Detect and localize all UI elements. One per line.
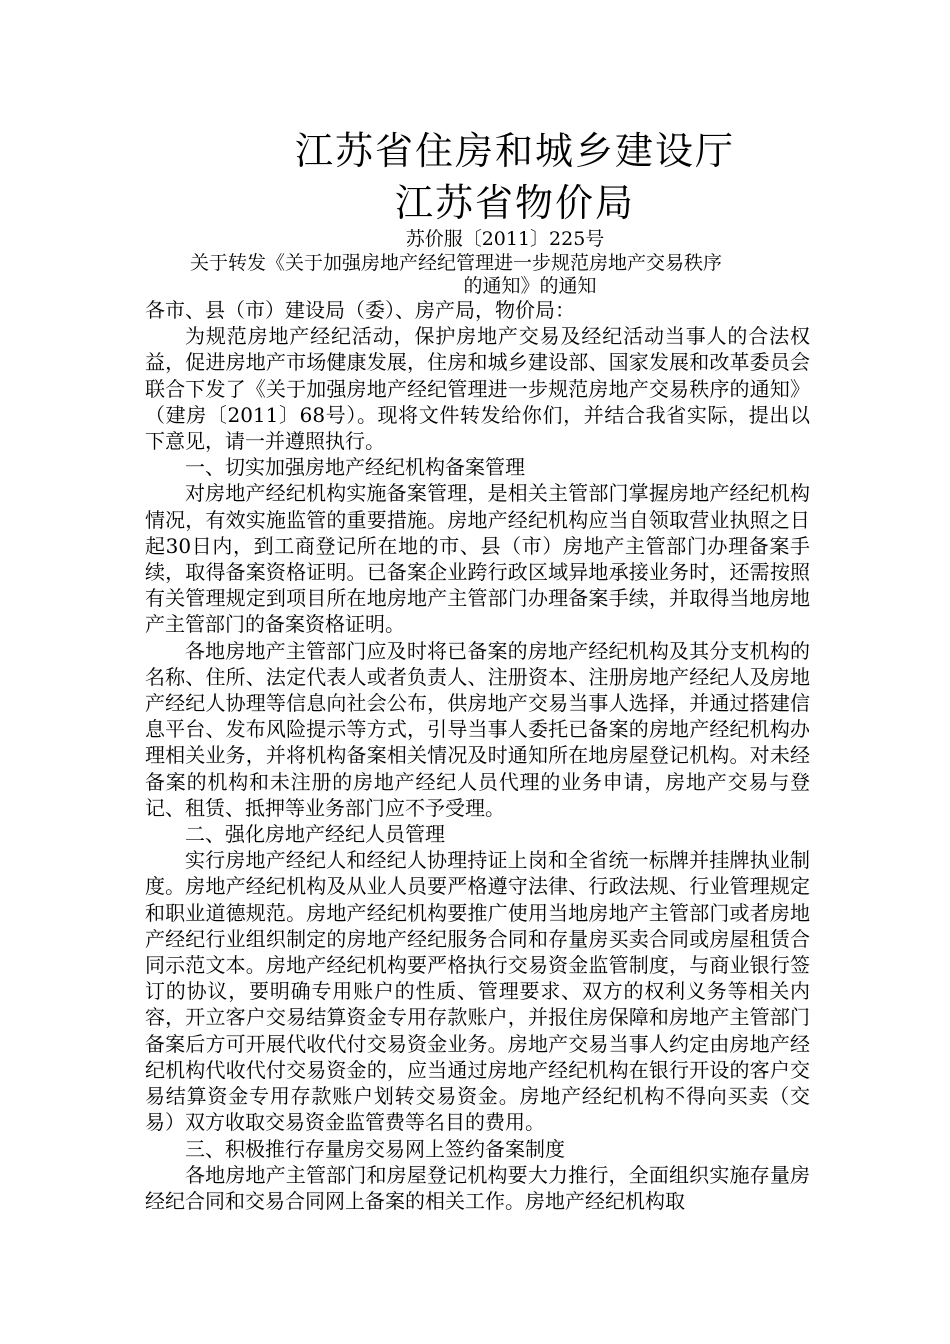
section-1-paragraph-1: 对房地产经纪机构实施备案管理，是相关主管部门掌握房地产经纪机构情况，有效实施监管的重要措施。房地产经纪机构应当自领取营业执照之日起30日内，到工商登记所在地的市、县（市）房地产主管部门办理备案手续，取得备案资格证明。已备案企业跨行政区域异地承接业务时，还需按照有关管理规定到项目所在地房地产主管部门办理备案手续，并取得当地房地产主管部门的备案资格证明。 xyxy=(145,481,810,637)
section-2-heading: 二、强化房地产经纪人员管理 xyxy=(185,822,445,847)
section-1-paragraph-2: 各地房地产主管部门应及时将已备案的房地产经纪机构及其分支机构的名称、住所、法定代表人或者负责人、注册资本、注册房地产经纪人及房地产经纪人协理等信息向社会公布，供房地产交易当事人选择，并通过搭建信息平台、发布风险提示等方式，引导当事人委托已备案的房地产经纪机构办理相关业务，并将机构备案相关情况及时通知所在地房屋登记机构。对未经备案的机构和未注册的房地产经纪人员代理的业务申请，房地产交易与登记、租赁、抵押等业务部门应不予受理。 xyxy=(145,638,810,820)
issuer-title-price-bureau: 江苏省物价局 xyxy=(394,181,635,225)
document-number: 苏价服〔2011〕225号 xyxy=(405,228,605,250)
section-2-paragraph-1: 实行房地产经纪人和经纪人协理持证上岗和全省统一标牌并挂牌执业制度。房地产经纪机构及从业人员要严格遵守法律、行政法规、行业管理规定和职业道德规范。房地产经纪机构要推广使用当地房地产主管部门或者房地产经纪行业组织制定的房地产经纪服务合同和存量房买卖合同或房屋租赁合同示范文本。房地产经纪机构要严格执行交易资金监管制度，与商业银行签订的协议，要明确专用账户的性质、管理要求、双方的权利义务等相关内容，开立客户交易结算资金专用存款账户，并报住房保障和房地产主管部门备案后方可开展代收代付交易资金业务。房地产交易当事人约定由房地产经纪机构代收代付交易资金的，应当通过房地产经纪机构在银行开设的客户交易结算资金专用存款账户划转交易资金。房地产经纪机构不得向买卖（交易）双方收取交易资金监管费等名目的费用。 xyxy=(145,848,810,1135)
document-subject xyxy=(190,252,810,298)
issuer-title-housing-department: 江苏省住房和城乡建设厅 xyxy=(294,129,735,173)
salutation: 各市、县（市）建设局（委）、房产局，物价局： xyxy=(145,298,575,322)
subject-line-1: 关于转发《关于加强房地产经纪管理进一步规范房地产交易秩序 xyxy=(190,252,723,274)
subject-line-2: 的通知》的通知 xyxy=(463,275,597,297)
section-3-heading: 三、积极推行存量房交易网上签约备案制度 xyxy=(185,1136,565,1161)
section-1-heading: 一、切实加强房地产经纪机构备案管理 xyxy=(185,455,525,480)
section-3-paragraph-1: 各地房地产主管部门和房屋登记机构要大力推行，全面组织实施存量房经纪合同和交易合同网上备案的相关工作。房地产经纪机构取 xyxy=(145,1162,810,1213)
document-body xyxy=(145,297,810,1214)
intro-paragraph: 为规范房地产经纪活动，保护房地产交易及经纪活动当事人的合法权益，促进房地产市场健康发展，住房和城乡建设部、国家发展和改革委员会联合下发了《关于加强房地产经纪管理进一步规范房地产交易秩序的通知》（建房〔2011〕68号）。现将文件转发给你们，并结合我省实际，提出以下意见，请一并遵照执行。 xyxy=(145,324,810,454)
